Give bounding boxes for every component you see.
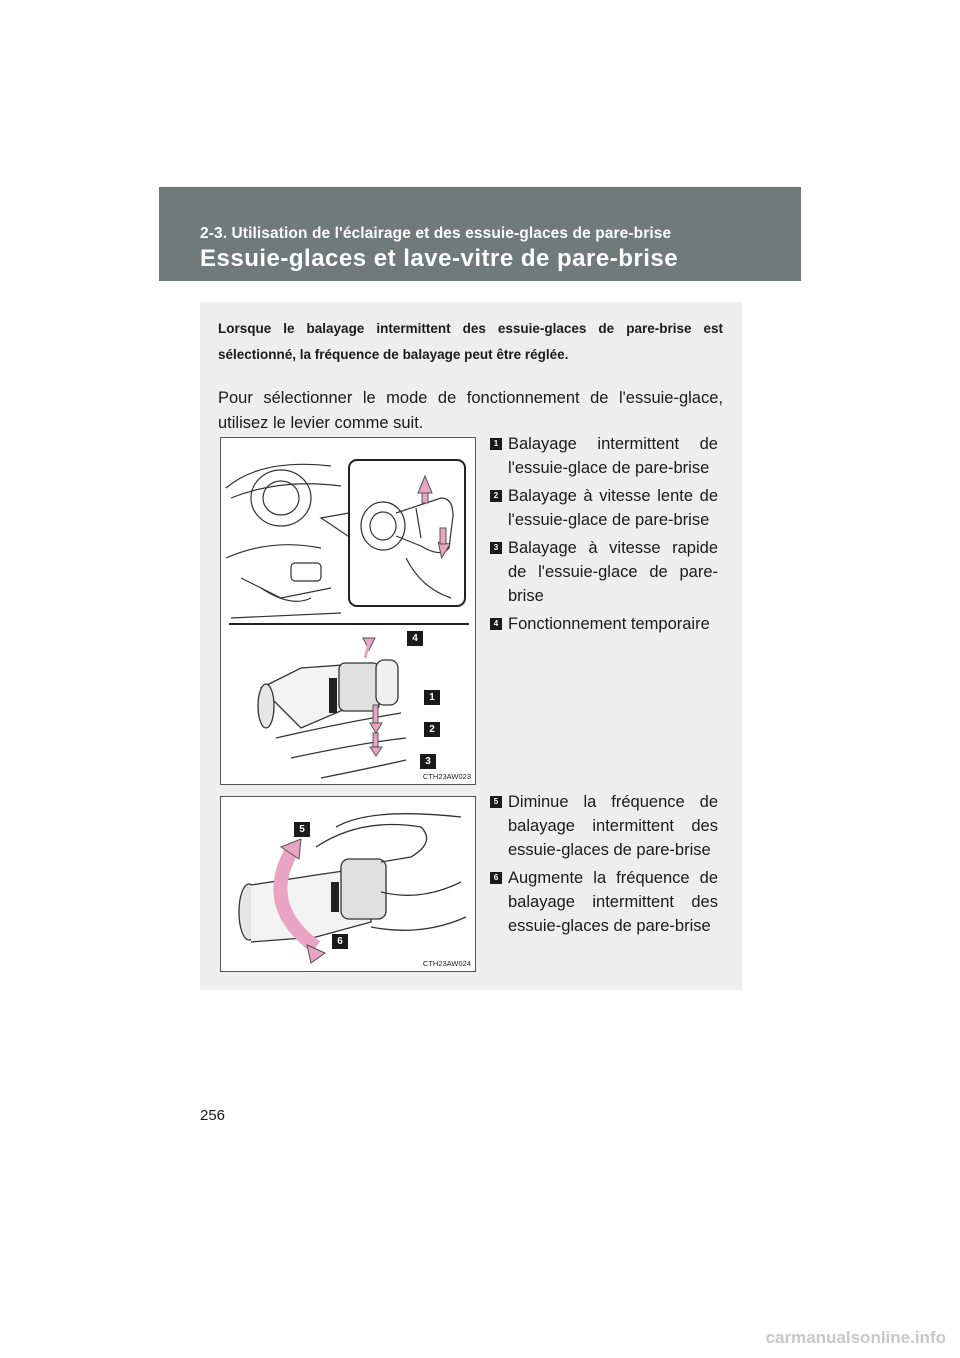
figure-code: CTH23AW024	[422, 959, 471, 968]
item-text: Balayage à vitesse lente de l'essuie-glace de pare-brise	[508, 487, 718, 529]
list-item	[490, 484, 718, 532]
figure-lever-modes	[220, 437, 476, 785]
ring-illustration	[221, 797, 475, 971]
list-item	[490, 612, 718, 636]
intro-text: Pour sélectionner le mode de fonctionnement de l'essuie-glace, utilisez le levier comme suit.	[218, 389, 723, 432]
list-item	[490, 866, 718, 938]
item-number-badge: 1	[490, 438, 502, 450]
item-number-badge: 4	[490, 618, 502, 630]
figure-frequency-ring	[220, 796, 476, 972]
list-item	[490, 790, 718, 862]
figure-label-5: 5	[294, 822, 310, 837]
mode-list	[490, 432, 718, 640]
item-number-badge: 2	[490, 490, 502, 502]
figure-label-4: 4	[407, 631, 423, 646]
item-text: Balayage à vitesse rapide de l'essuie-glace de pare-brise	[508, 539, 718, 605]
figure-code: CTH23AW023	[422, 772, 471, 781]
figure-label-6: 6	[332, 934, 348, 949]
watermark: carmanualsonline.info	[765, 1328, 946, 1347]
section-title: 2-3. Utilisation de l'éclairage et des essuie-glaces de pare-brise	[200, 225, 672, 242]
list-item	[490, 432, 718, 480]
frequency-list	[490, 790, 718, 942]
list-item	[490, 536, 718, 608]
figure-label-2: 2	[424, 722, 440, 737]
item-text: Fonctionnement temporaire	[508, 615, 710, 633]
section-header	[159, 187, 801, 281]
figure-label-3: 3	[420, 754, 436, 769]
figure-label-1: 1	[424, 690, 440, 705]
item-text: Augmente la fréquence de balayage intermittent des essuie-glaces de pare-brise	[508, 869, 718, 935]
item-text: Diminue la fréquence de balayage intermittent des essuie-glaces de pare-brise	[508, 793, 718, 859]
intro-note: Lorsque le balayage intermittent des essuie-glaces de pare-brise est sélectionné, la fréquence de balayage peut être réglée.	[218, 321, 723, 362]
item-number-badge: 3	[490, 542, 502, 554]
page-number: 256	[200, 1107, 226, 1124]
item-number-badge: 6	[490, 872, 502, 884]
page-title: Essuie-glaces et lave-vitre de pare-brise	[200, 245, 679, 272]
item-text: Balayage intermittent de l'essuie-glace de pare-brise	[508, 435, 718, 477]
item-number-badge: 5	[490, 796, 502, 808]
info-box	[200, 302, 742, 990]
